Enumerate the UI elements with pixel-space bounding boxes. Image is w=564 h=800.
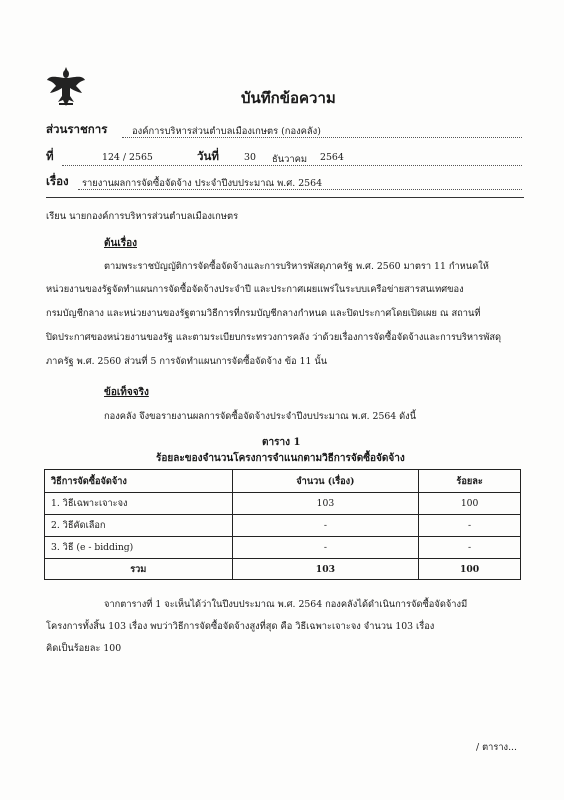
- table-cell: 1. วิธีเฉพาะเจาะจง: [45, 493, 233, 515]
- ref-value: 124 / 2565: [102, 152, 153, 163]
- facts-heading: ข้อเท็จจริง: [104, 387, 149, 398]
- table-cell: 3. วิธี (e - bidding): [45, 537, 233, 559]
- table-total-cell: 100: [419, 559, 521, 580]
- table-row: [45, 537, 521, 559]
- conclusion-line: คิดเป็นร้อยละ 100: [46, 643, 122, 654]
- agency-dotted-line: [122, 137, 522, 138]
- date-year: 2564: [320, 152, 344, 163]
- table-row: [45, 493, 521, 515]
- agency-value: องค์การบริหารส่วนตำบลเมืองเกษตร (กองคลัง): [132, 126, 321, 137]
- table-total-cell: 103: [232, 559, 419, 580]
- date-label: วันที่: [197, 149, 219, 163]
- table-total-cell: รวม: [45, 559, 233, 580]
- procurement-table: [44, 469, 521, 580]
- to-line: เรียน นายกองค์การบริหารส่วนตำบลเมืองเกษตร: [46, 211, 239, 222]
- origin-line: หน่วยงานของรัฐจัดทำแผนการจัดซื้อจัดจ้างประจำปี และประกาศเผยแพร่ในระบบเครือข่ายสารสนเทศของ: [46, 284, 464, 295]
- table-number: ตาราง 1: [262, 437, 301, 448]
- ref-dotted-line: [62, 165, 522, 166]
- conclusion-line: จากตารางที่ 1 จะเห็นได้ว่าในปีงบประมาณ พ.ศ. 2564 กองคลังได้ดำเนินการจัดซื้อจัดจ้างมี: [104, 599, 468, 610]
- origin-line: ภาครัฐ พ.ศ. 2560 ส่วนที่ 5 การจัดทำแผนการจัดซื้อจัดจ้าง ข้อ 11 นั้น: [46, 356, 328, 367]
- memo-title: บันทึกข้อความ: [241, 89, 336, 107]
- table-cell: 100: [419, 493, 521, 515]
- table-header-row: [45, 470, 521, 493]
- table-title: ร้อยละของจำนวนโครงการจำแนกตามวิธีการจัดซื้อจัดจ้าง: [156, 453, 405, 464]
- ref-label: ที่: [46, 149, 54, 163]
- subject-value: รายงานผลการจัดซื้อจัดจ้าง ประจำปีงบประมาณ พ.ศ. 2564: [82, 178, 323, 189]
- subject-dotted-line: [78, 189, 522, 190]
- facts-line: กองคลัง จึงขอรายงานผลการจัดซื้อจัดจ้างประจำปีงบประมาณ พ.ศ. 2564 ดังนี้: [104, 411, 417, 422]
- table-cell: -: [232, 515, 419, 537]
- table-cell: -: [419, 537, 521, 559]
- table-header-cell: ร้อยละ: [419, 470, 521, 493]
- origin-line: ปิดประกาศของหน่วยงานของรัฐ และตามระเบียบกระทรวงการคลัง ว่าด้วยเรื่องการจัดซื้อจัดจ้างและการบริหารพัสดุ: [46, 332, 502, 343]
- table-row: [45, 515, 521, 537]
- continuation-note: / ตาราง...: [476, 742, 517, 753]
- origin-line: กรมบัญชีกลาง และหน่วยงานของรัฐตามวิธีการที่กรมบัญชีกลางกำหนด และปิดประกาศโดยเปิดเผย ณ สถานที่: [46, 308, 481, 319]
- date-day: 30: [244, 152, 256, 163]
- table-cell: -: [419, 515, 521, 537]
- table-header-cell: จำนวน (เรื่อง): [232, 470, 419, 493]
- table-header-cell: วิธีการจัดซื้อจัดจ้าง: [45, 470, 233, 493]
- garuda-emblem-icon: [46, 66, 86, 108]
- origin-line: ตามพระราชบัญญัติการจัดซื้อจัดจ้างและการบริหารพัสดุภาครัฐ พ.ศ. 2560 มาตรา 11 กำหนดให้: [104, 261, 489, 272]
- table-cell: 2. วิธีคัดเลือก: [45, 515, 233, 537]
- agency-label: ส่วนราชการ: [46, 122, 108, 136]
- origin-heading: ต้นเรื่อง: [104, 238, 138, 249]
- table-total-row: [45, 559, 521, 580]
- header-divider: [46, 197, 524, 198]
- table-cell: -: [232, 537, 419, 559]
- table-cell: 103: [232, 493, 419, 515]
- subject-label: เรื่อง: [46, 174, 69, 188]
- conclusion-line: โครงการทั้งสิ้น 103 เรื่อง พบว่าวิธีการจัดซื้อจัดจ้างสูงที่สุด คือ วิธีเฉพาะเจาะจง จำนวน 103 เรื่อง: [46, 621, 435, 632]
- date-month: ธันวาคม: [272, 154, 308, 165]
